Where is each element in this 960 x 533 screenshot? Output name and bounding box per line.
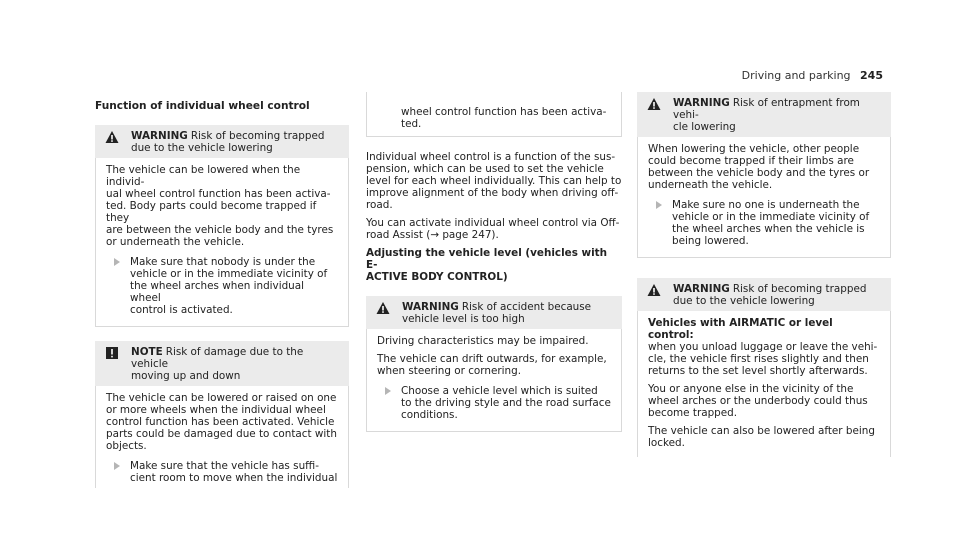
- warning-body: [95, 158, 349, 327]
- warning-header: [95, 125, 349, 158]
- paragraph: You or anyone else in the vicinity of the wheel arches or the underbody could thus become trapped.: [648, 383, 868, 419]
- section-title: Function of individual wheel control: [95, 100, 310, 112]
- warning-triangle-icon: [105, 130, 119, 144]
- paragraph: When lowering the vehicle, other people could become trapped if their limbs are between the vehicle body and the tyres or underneath the vehicle.: [648, 143, 870, 191]
- paragraph: Vehicles with AIRMATIC or level control: when you unload luggage or leave the vehi- cle, the vehicle first rises slightly and then returns to the set level shortly afterwards.: [648, 317, 878, 377]
- note-body: [95, 386, 349, 488]
- note-label: NOTE: [131, 346, 163, 358]
- bullet-arrow-icon: [656, 201, 662, 209]
- paragraph: Driving characteristics may be impaired.: [377, 335, 589, 347]
- list-item: Make sure that nobody is under the vehicle or in the immediate vicinity of the wheel arches when individual wheel control is activated.: [106, 256, 338, 316]
- paragraph: The vehicle can be lowered or raised on one or more wheels when the individual wheel control function has been activated. Vehicle parts could be damaged due to contact with objects.: [106, 392, 337, 452]
- list-item: Make sure that the vehicle has suffi- cient room to move when the individual: [106, 460, 338, 484]
- warning-label: WARNING: [402, 301, 459, 313]
- list-item: Make sure no one is underneath the vehicle or in the immediate vicinity of the wheel arches when the vehicle is being lowered.: [648, 199, 880, 247]
- warning-text: Risk of accident because: [461, 301, 592, 313]
- paragraph: The vehicle can drift outwards, for example, when steering or cornering.: [377, 353, 607, 377]
- page-header: [742, 69, 883, 82]
- warning-header: [637, 92, 891, 137]
- note-exclamation-icon: [105, 346, 119, 360]
- warning-text: Risk of becoming trapped: [732, 283, 867, 295]
- warning-label: WARNING: [673, 283, 730, 295]
- paragraph: The vehicle can be lowered when the individ- ual wheel control function has been activa- ted. Body parts could become trapped if they are between the vehicle body and the tyres or underneath the vehicle.: [106, 164, 334, 248]
- column-2: [366, 92, 622, 432]
- column-1: [95, 100, 349, 488]
- note-text: Risk of damage due to the vehicle: [131, 346, 304, 370]
- bullet-arrow-icon: [385, 387, 391, 395]
- note-body-continued: [366, 92, 622, 137]
- warning-body: [366, 329, 622, 432]
- warning-triangle-icon: [376, 301, 390, 315]
- warning-text: vehicle level is too high: [402, 313, 525, 325]
- warning-body: [637, 311, 891, 457]
- warning-header: [637, 278, 891, 311]
- warning-header: [366, 296, 622, 329]
- list-item: Choose a vehicle level which is suited to the driving style and the road surface conditions.: [377, 385, 611, 421]
- note-text: moving up and down: [131, 370, 241, 382]
- page-number: 245: [860, 69, 883, 82]
- paragraph: The vehicle can also be lowered after being locked.: [648, 425, 875, 449]
- warning-text: cle lowering: [673, 121, 736, 133]
- running-header: Driving and parking: [741, 69, 851, 82]
- warning-text: Risk of becoming trapped: [190, 130, 325, 142]
- warning-text: due to the vehicle lowering: [131, 142, 273, 154]
- subheading: Adjusting the vehicle level (vehicles with E- ACTIVE BODY CONTROL): [366, 247, 608, 283]
- lead-text: Vehicles with AIRMATIC or level control:: [648, 317, 833, 341]
- warning-label: WARNING: [673, 97, 730, 109]
- bullet-arrow-icon: [114, 258, 120, 266]
- warning-body: [637, 137, 891, 258]
- warning-triangle-icon: [647, 283, 661, 297]
- paragraph: Individual wheel control is a function of the sus- pension, which can be used to set the vehicle level for each wheel individually. This can help to improve alignment of the body when driving off- road.: [366, 151, 622, 211]
- warning-label: WARNING: [131, 130, 188, 142]
- paragraph: You can activate individual wheel control via Off- road Assist (→ page 247).: [366, 217, 620, 241]
- bullet-arrow-icon: [114, 462, 120, 470]
- warning-text: Risk of entrapment from vehi-: [673, 97, 860, 121]
- note-header: [95, 341, 349, 386]
- warning-text: due to the vehicle lowering: [673, 295, 815, 307]
- warning-triangle-icon: [647, 97, 661, 111]
- list-item: wheel control function has been activa- ted.: [401, 106, 607, 130]
- column-3: [637, 92, 891, 457]
